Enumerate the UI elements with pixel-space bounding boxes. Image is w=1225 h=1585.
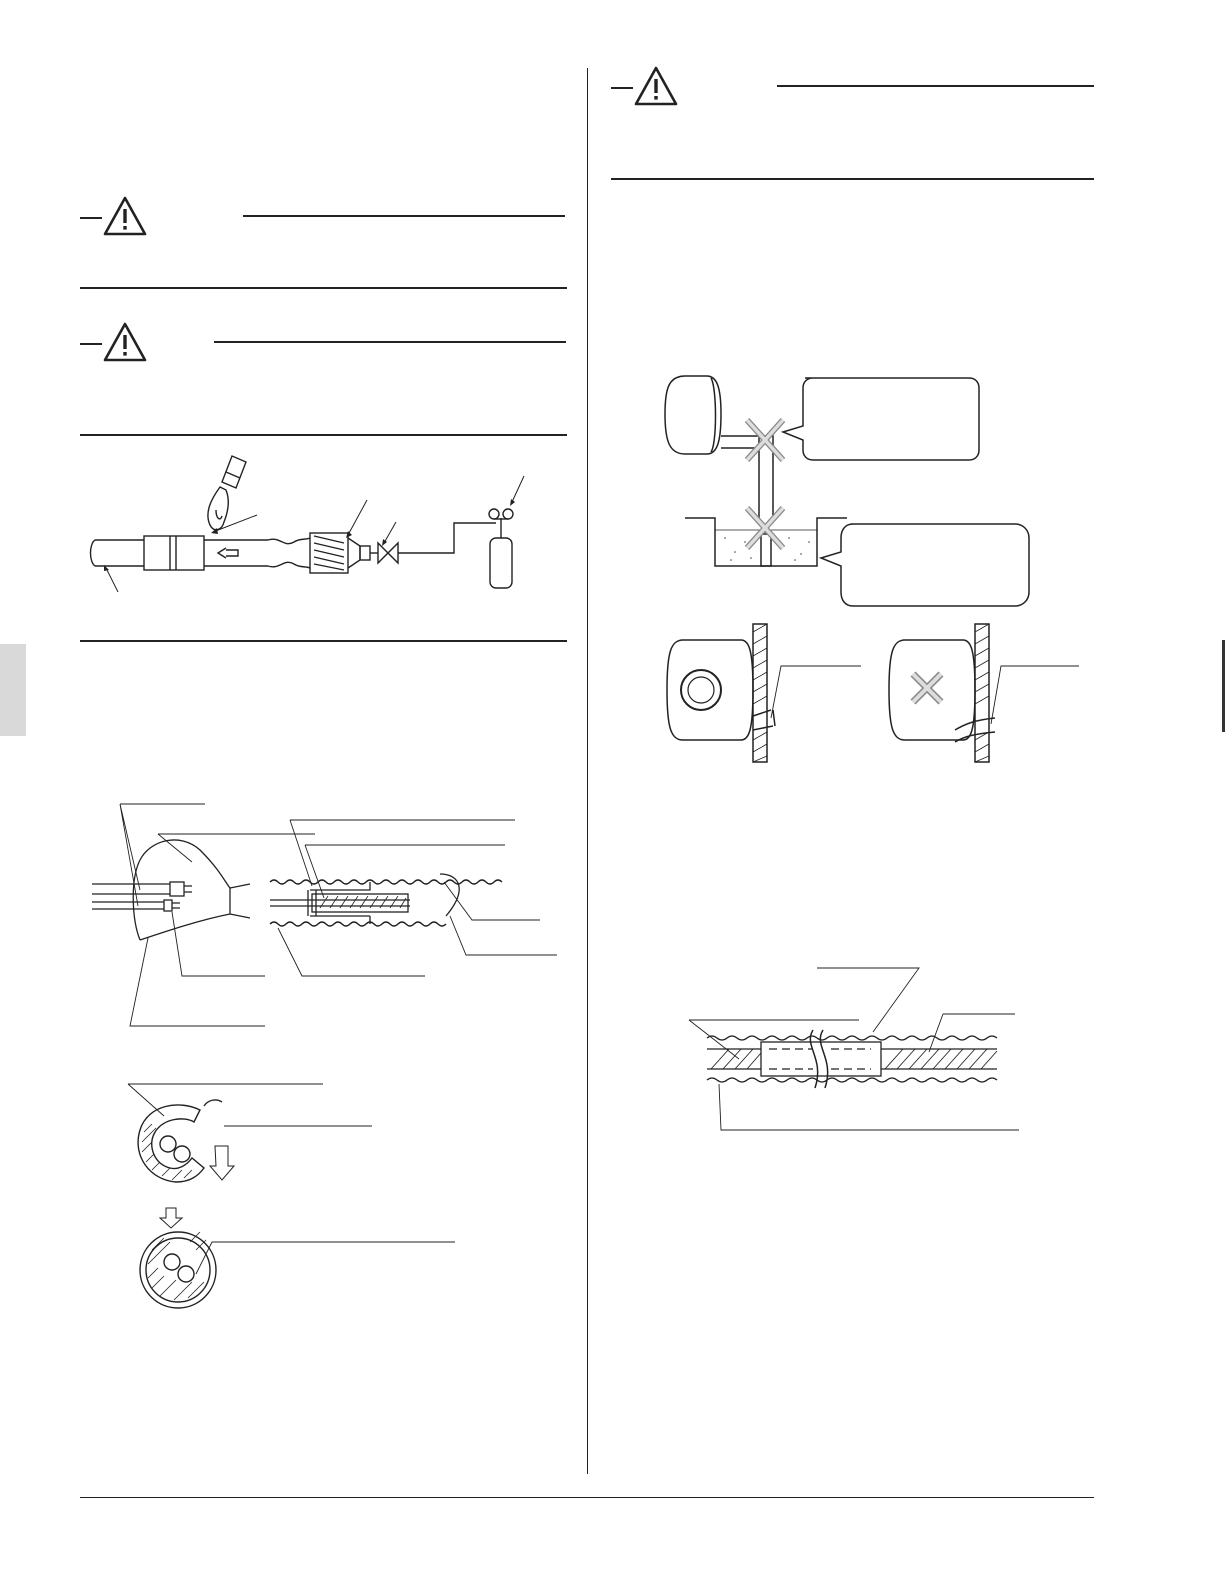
pipe-insulation-diagram [80, 790, 567, 1050]
drain-slope-diagram [655, 620, 1085, 770]
section-rule [80, 287, 567, 289]
drain-hose-incorrect-diagram [655, 368, 1045, 608]
caution-header-3 [611, 65, 1094, 107]
drain-hose-extension-diagram [685, 960, 1025, 1140]
caution-header-2 [80, 321, 567, 363]
footer-rule [80, 1497, 1094, 1498]
column-divider [587, 68, 588, 1474]
caution-triangle-icon [102, 321, 148, 363]
side-index-tab [0, 644, 26, 736]
section-rule [80, 640, 567, 642]
nitrogen-brazing-diagram [80, 440, 567, 605]
section-rule [80, 434, 567, 436]
section-rule [611, 178, 1094, 180]
wrapping-steps-diagram [80, 1070, 567, 1320]
caution-header-1 [80, 195, 567, 237]
caution-triangle-icon [102, 195, 148, 237]
caution-triangle-icon [633, 65, 679, 107]
